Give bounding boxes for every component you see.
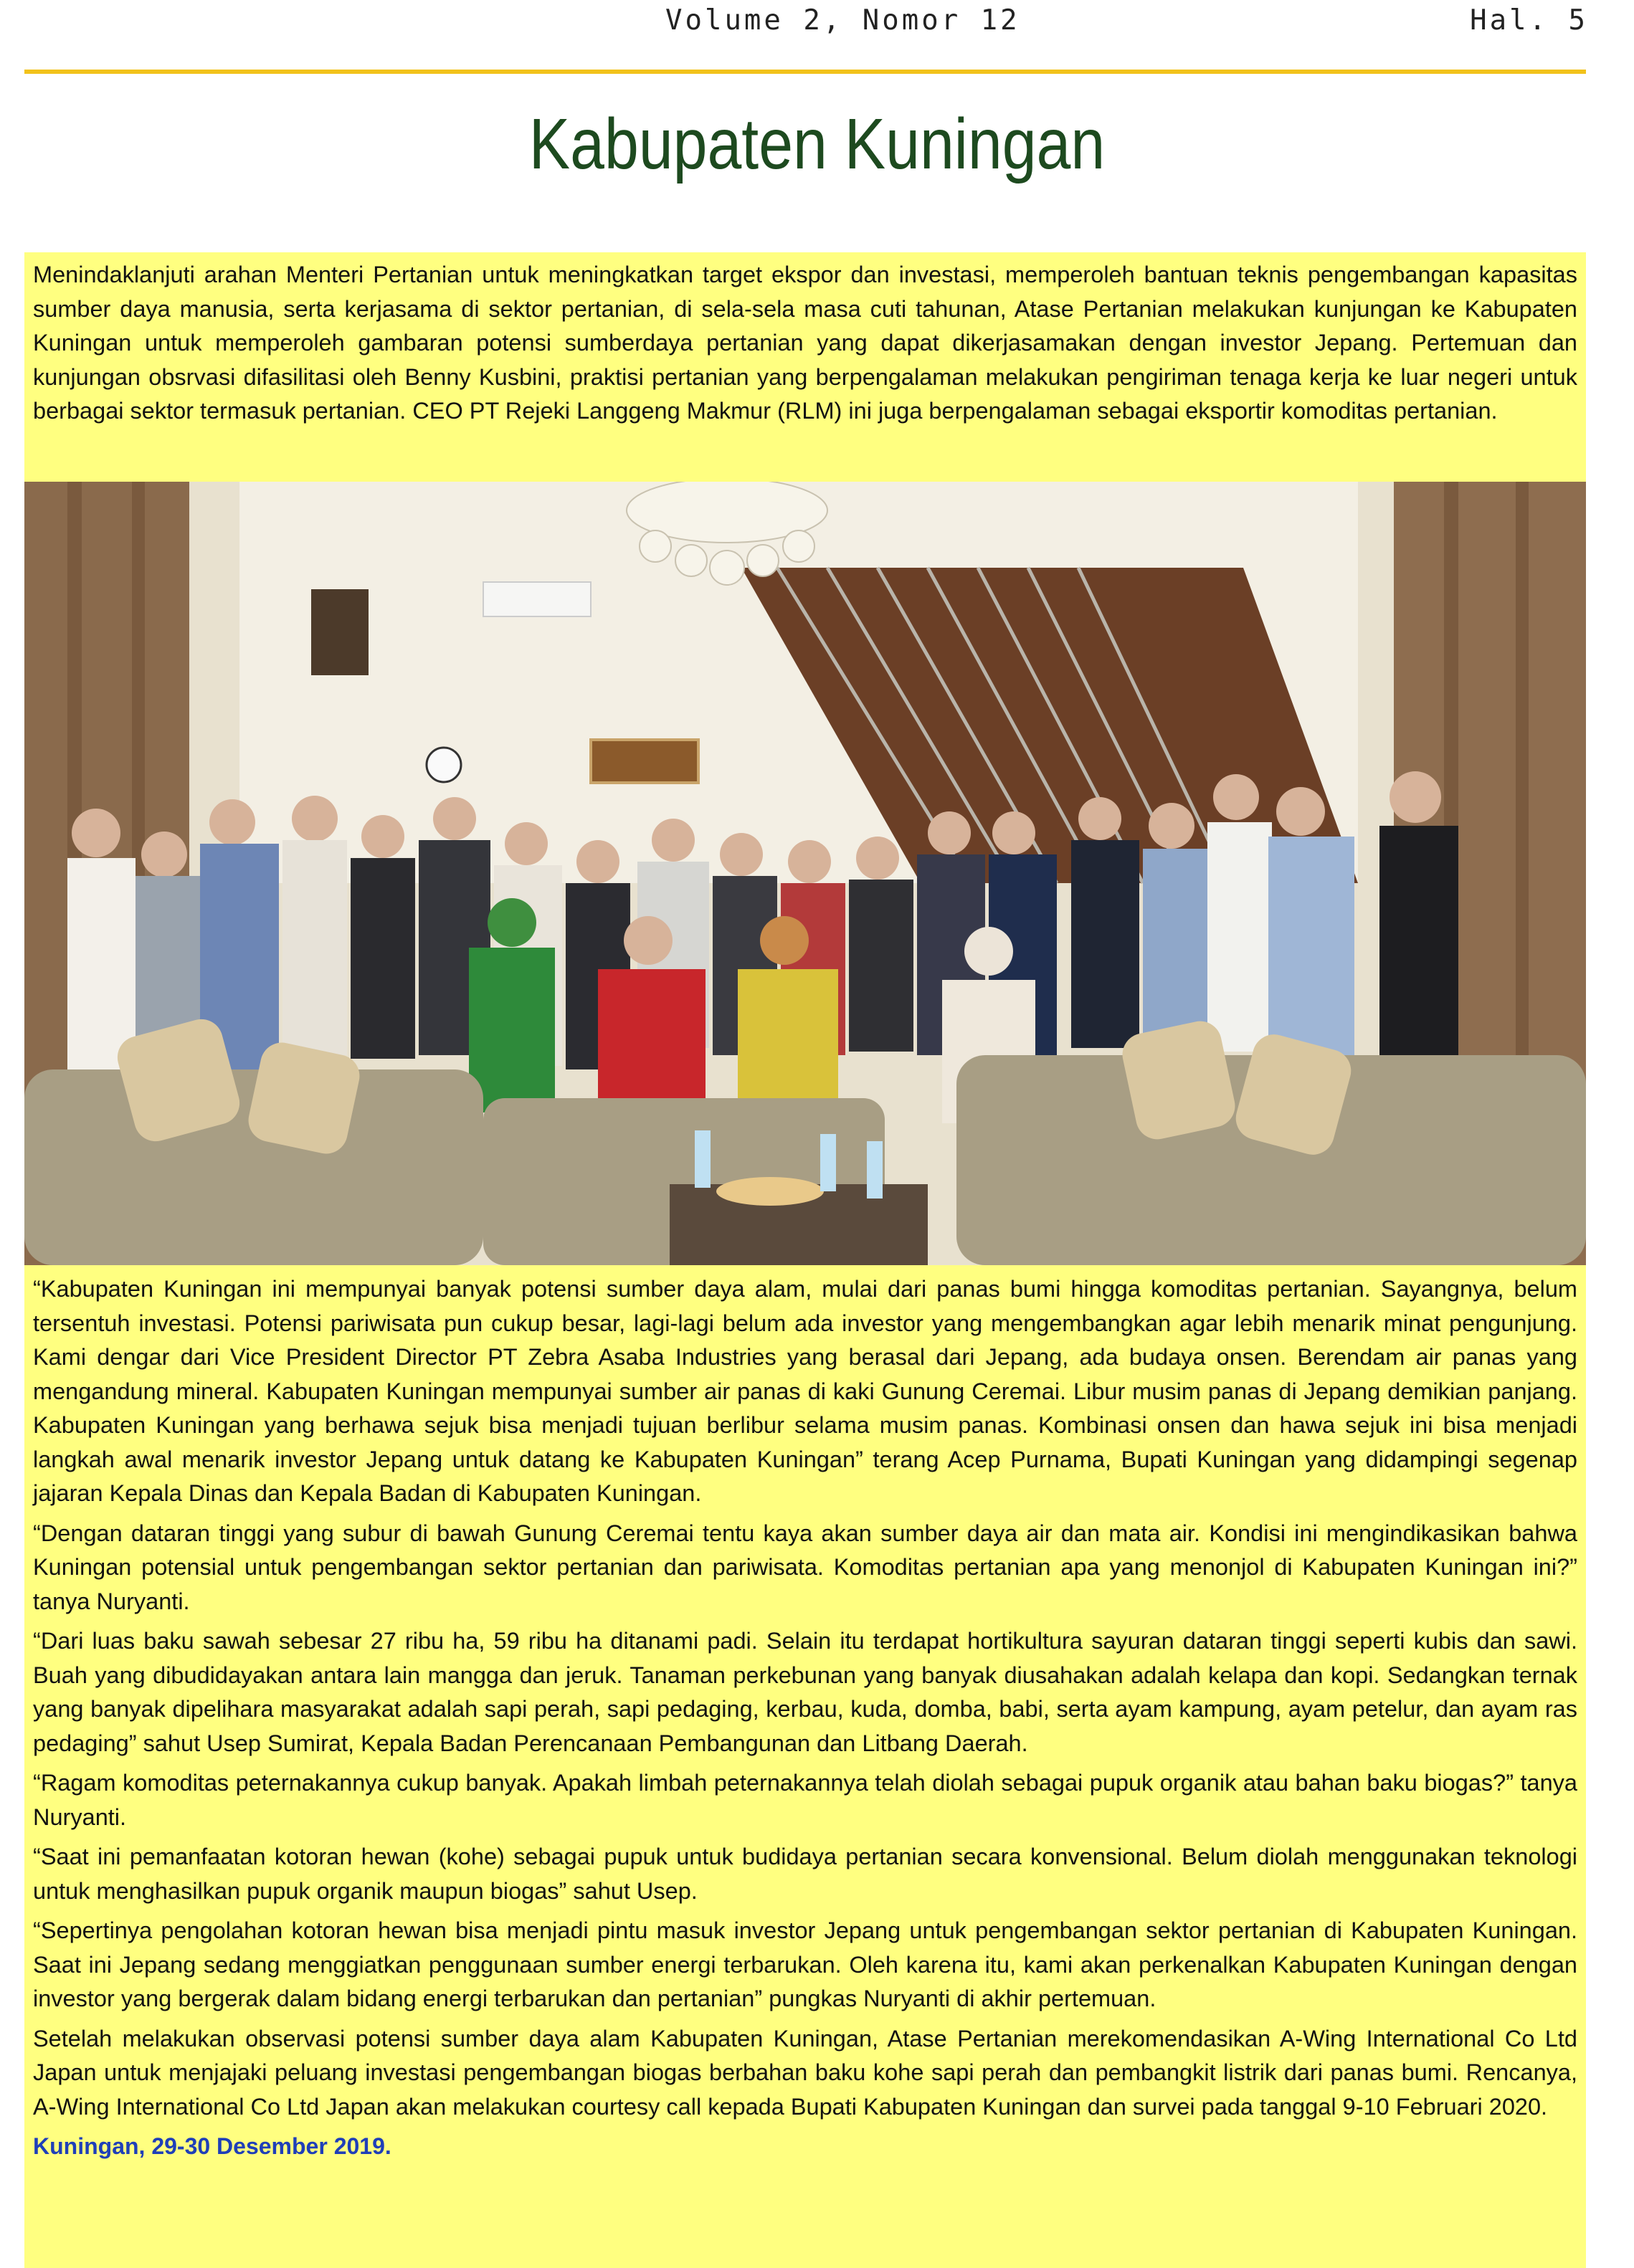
running-header bbox=[0, 0, 1634, 66]
dateline: Kuningan, 29-30 Desember 2019. bbox=[33, 2133, 391, 2159]
body-paragraph: “Ragam komoditas peternakannya cukup banyak. Apakah limbah peternakannya telah diolah sebagai pupuk organik atau bahan baku biogas?” tanya Nuryanti. bbox=[33, 1770, 1577, 1830]
body-paragraph: “Dari luas baku sawah sebesar 27 ribu ha, 59 ribu ha ditanami padi. Selain itu terdapat hortikultura sayuran dataran tinggi seperti kubis dan sawi. Buah yang dibudidayakan antara lain mangga dan jeruk. Tanaman perkebunan yang banyak diusahakan adalah kelapa dan kopi. Sedangkan ternak yang banyak dipelihara masyarakat adalah sapi perah, sapi pedaging, kerbau, kuda, domba, babi, serta ayam kampung, ayam petelur, dan ayam ras pedaging” sahut Usep Sumirat, Kepala Badan Perencanaan Pembangunan dan Litbang Daerah. bbox=[33, 1628, 1577, 1756]
body-paragraph: “Dengan dataran tinggi yang subur di bawah Gunung Ceremai tentu kaya akan sumber daya air dan mata air. Kondisi ini mengindikasikan bahwa Kuningan potensial untuk pengembangan sektor pertanian dan pariwisata. Komoditas pertanian apa yang menonjol di Kabupaten Kuningan ini?” tanya Nuryanti. bbox=[33, 1520, 1577, 1614]
body-panel bbox=[24, 1265, 1586, 2268]
page-number: Hal. 5 bbox=[1470, 4, 1588, 37]
body-paragraph: “Saat ini pemanfaatan kotoran hewan (kohe) sebagai pupuk untuk budidaya pertanian secara konvensional. Belum diolah menggunakan teknologi untuk menghasilkan pupuk organik maupun biogas” sahut Usep. bbox=[33, 1844, 1577, 1904]
issue-label: Volume 2, Nomor 12 bbox=[665, 4, 1020, 37]
body-paragraph: “Kabupaten Kuningan ini mempunyai banyak potensi sumber daya alam, mulai dari panas bumi hingga komoditas pertanian. Sayangnya, belum tersentuh investasi. Potensi pariwisata pun cukup besar, lagi-lagi belum ada investor yang mengembangkan agar lebih menarik minat pengunjung. Kami dengar dari Vice President Director PT Zebra Asaba Industries yang berasal dari Jepang, ada budaya onsen. Berendam air panas yang mengandung mineral. Kabupaten Kuningan mempunyai sumber air panas di kaki Gunung Ceremai. Libur musim panas di Jepang demikian panjang. Kabupaten Kuningan yang berhawa sejuk bisa menjadi tujuan berlibur selama musim panas. Kombinasi onsen dan hawa sejuk ini bisa menjadi langkah awal menarik investor Jepang untuk datang ke Kabupaten Kuningan” terang Acep Purnama, Bupati Kuningan yang didampingi segenap jajaran Kepala Dinas dan Kepala Badan di Kabupaten Kuningan. bbox=[33, 1276, 1577, 1506]
article-title: Kabupaten Kuningan bbox=[528, 104, 1106, 184]
intro-paragraph: Menindaklanjuti arahan Menteri Pertanian untuk meningkatkan target ekspor dan investasi, memperoleh bantuan teknis pengembangan kapasitas sumber daya manusia, serta kerjasama di sektor pertanian, di sela-sela masa cuti tahunan, Atase Pertanian melakukan kunjungan ke Kabupaten Kuningan untuk memperoleh gambaran potensi sumberdaya pertanian yang dapat dikerjasamakan dengan investor Jepang. Pertemuan dan kunjungan obsrvasi difasilitasi oleh Benny Kusbini, praktisi pertanian yang berpengalaman melakukan pengiriman tenaga kerja ke luar negeri untuk berbagai sektor termasuk pertanian. CEO PT Rejeki Langgeng Makmur (RLM) ini juga berpengalaman sebagai eksportir komoditas pertanian. bbox=[33, 262, 1577, 424]
intro-panel bbox=[24, 252, 1586, 482]
header-rule bbox=[24, 70, 1586, 74]
body-paragraph: Setelah melakukan observasi potensi sumber daya alam Kabupaten Kuningan, Atase Pertanian merekomendasikan A-Wing International Co Ltd Japan untuk menjajaki peluang investasi pengembangan biogas berbahan baku kohe sapi perah dan pembangkit listrik dari panas bumi. Rencanya, A-Wing International Co Ltd Japan akan melakukan courtesy call kepada Bupati Kabupaten Kuningan dan survei pada tanggal 9-10 Februari 2020. bbox=[33, 2025, 1577, 2120]
body-paragraph: “Sepertinya pengolahan kotoran hewan bisa menjadi pintu masuk investor Jepang untuk pengembangan sektor pertanian di Kabupaten Kuningan. Saat ini Jepang sedang menggiatkan penggunaan sumber energi terbarukan. Oleh karena itu, kami akan perkenalkan Kabupaten Kuningan dengan investor yang bergerak dalam bidang energi terbarukan dan pertanian” pungkas Nuryanti di akhir pertemuan. bbox=[33, 1917, 1577, 2011]
group-photo bbox=[24, 482, 1586, 1265]
